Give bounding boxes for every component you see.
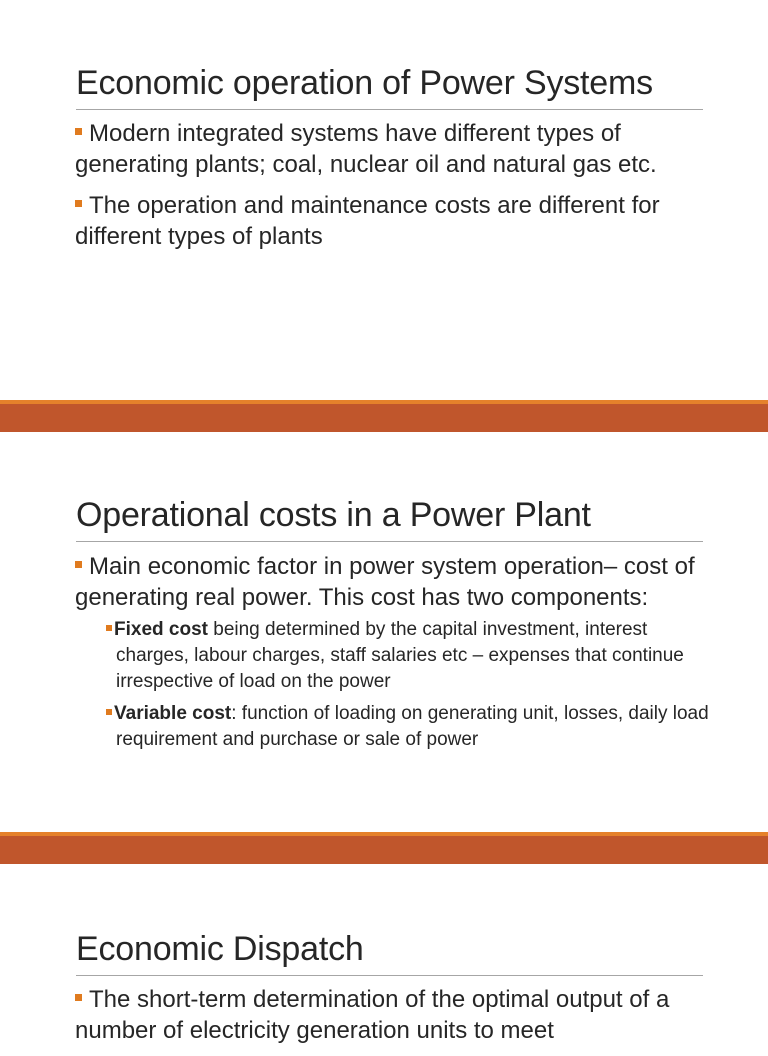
slide-2 [0, 432, 768, 832]
slide-separator [0, 400, 768, 432]
title-divider [76, 541, 703, 542]
bullet-text: Main economic factor in power system operation– cost of generating real power. This cost has two components: [75, 553, 695, 611]
sub-bullet-text: : function of loading on generating unit, losses, daily load requirement and purchase or sale of power [116, 703, 709, 750]
sub-bullet-text: being determined by the capital investment, interest charges, labour charges, staff salaries etc – expenses that continue irrespective of load on the power [116, 619, 684, 692]
slide-1 [0, 0, 768, 400]
bullet-item [75, 551, 715, 753]
sub-bullet-term: Variable cost [114, 703, 232, 724]
bullet-list [75, 984, 715, 1056]
bullet-text: The short-term determination of the optimal output of a number of electricity generation units to meet [75, 986, 670, 1044]
bullet-list [75, 118, 715, 262]
bullet-list [75, 551, 715, 763]
square-bullet-icon [75, 200, 82, 207]
title-divider [76, 109, 703, 110]
slide-title: Economic Dispatch [76, 930, 364, 968]
separator-highlight [0, 400, 768, 404]
bullet-item [75, 118, 715, 180]
square-bullet-icon [75, 994, 82, 1001]
slide-separator [0, 832, 768, 864]
sub-bullet-item [106, 701, 715, 753]
bullet-item [75, 190, 715, 252]
sub-bullet-term: Fixed cost [114, 619, 208, 640]
separator-highlight [0, 832, 768, 836]
title-divider [76, 975, 703, 976]
slide-title: Operational costs in a Power Plant [76, 496, 591, 534]
slide-title: Economic operation of Power Systems [76, 64, 653, 102]
bullet-text: Modern integrated systems have different types of generating plants; coal, nuclear oil and natural gas etc. [75, 120, 657, 178]
slide-3 [0, 864, 768, 1044]
square-bullet-icon [106, 625, 112, 631]
bullet-item [75, 984, 715, 1046]
square-bullet-icon [75, 128, 82, 135]
square-bullet-icon [75, 561, 82, 568]
sub-bullet-list [75, 617, 715, 753]
bullet-text: The operation and maintenance costs are different for different types of plants [75, 192, 660, 250]
sub-bullet-item [106, 617, 715, 695]
square-bullet-icon [106, 709, 112, 715]
